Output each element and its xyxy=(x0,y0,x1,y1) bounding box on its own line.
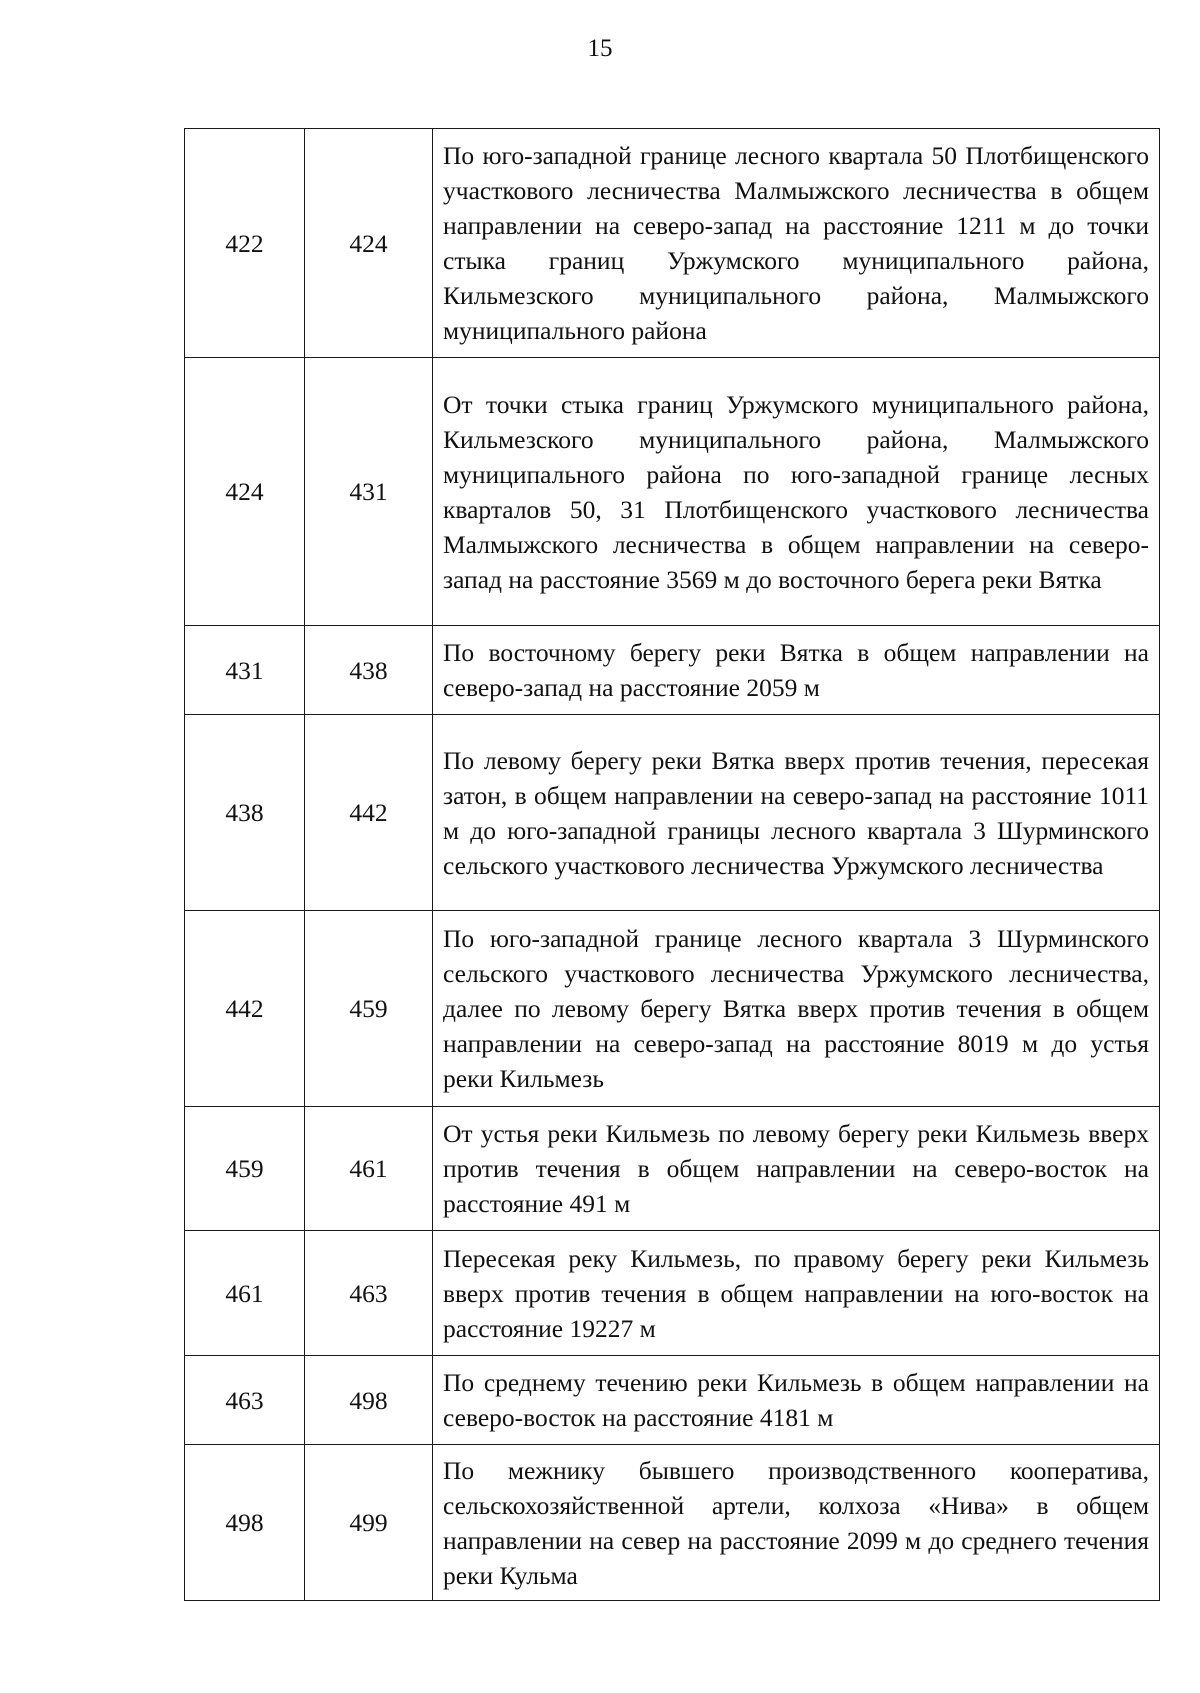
from-point-cell: 438 xyxy=(185,715,305,911)
description-cell: Пересекая реку Кильмезь, по правому берегу реки Кильмезь вверх против течения в общем направлении на юго-восток на расстояние 19227 м xyxy=(433,1231,1160,1356)
description-cell: По среднему течению реки Кильмезь в общем направлении на северо-восток на расстояние 4181 м xyxy=(433,1356,1160,1445)
table-row xyxy=(185,358,1160,626)
table-row xyxy=(185,626,1160,715)
from-point-cell: 431 xyxy=(185,626,305,715)
description-cell: По юго-западной границе лесного квартала 3 Шурминского сельского участкового лесничества Уржумского лесничества, далее по левому берегу Вятка вверх против течения в общем направлении на северо-запад на расстояние 8019 м до устья реки Кильмезь xyxy=(433,911,1160,1107)
table-row xyxy=(185,1107,1160,1231)
from-point-cell: 459 xyxy=(185,1107,305,1231)
page-number: 15 xyxy=(587,35,613,62)
table-row xyxy=(185,1356,1160,1445)
to-point-cell: 498 xyxy=(305,1356,433,1445)
to-point-cell: 424 xyxy=(305,129,433,358)
description-cell: По восточному берегу реки Вятка в общем направлении на северо-запад на расстояние 2059 м xyxy=(433,626,1160,715)
table-row xyxy=(185,911,1160,1107)
to-point-cell: 463 xyxy=(305,1231,433,1356)
from-point-cell: 461 xyxy=(185,1231,305,1356)
from-point-cell: 463 xyxy=(185,1356,305,1445)
table-row xyxy=(185,129,1160,358)
table-row xyxy=(185,715,1160,911)
from-point-cell: 442 xyxy=(185,911,305,1107)
description-cell: По юго-западной границе лесного квартала 50 Плотбищенского участкового лесничества Малмыжского лесничества в общем направлении на северо-запад на расстояние 1211 м до точки стыка границ Уржумского муниципального района, Кильмезского муниципального района, Малмыжского муниципального района xyxy=(433,129,1160,358)
to-point-cell: 438 xyxy=(305,626,433,715)
to-point-cell: 431 xyxy=(305,358,433,626)
description-cell: От точки стыка границ Уржумского муниципального района, Кильмезского муниципального района, Малмыжского муниципального района по юго-западной границе лесных кварталов 50, 31 Плотбищенского участкового лесничества Малмыжского лесничества в общем направлении на северо-запад на расстояние 3569 м до восточного берега реки Вятка xyxy=(433,358,1160,626)
description-cell: По левому берегу реки Вятка вверх против течения, пересекая затон, в общем направлении на северо-запад на расстояние 1011 м до юго-западной границы лесного квартала 3 Шурминского сельского участкового лесничества Уржумского лесничества xyxy=(433,715,1160,911)
to-point-cell: 461 xyxy=(305,1107,433,1231)
description-cell: По межнику бывшего производственного кооператива, сельскохозяйственной артели, колхоза «Нива» в общем направлении на север на расстояние 2099 м до среднего течения реки Кульма xyxy=(433,1445,1160,1601)
to-point-cell: 459 xyxy=(305,911,433,1107)
to-point-cell: 499 xyxy=(305,1445,433,1601)
table-row xyxy=(185,1231,1160,1356)
from-point-cell: 498 xyxy=(185,1445,305,1601)
from-point-cell: 422 xyxy=(185,129,305,358)
to-point-cell: 442 xyxy=(305,715,433,911)
from-point-cell: 424 xyxy=(185,358,305,626)
boundary-description-table xyxy=(184,128,1160,1601)
description-cell: От устья реки Кильмезь по левому берегу реки Кильмезь вверх против течения в общем направлении на северо-восток на расстояние 491 м xyxy=(433,1107,1160,1231)
table-row xyxy=(185,1445,1160,1601)
